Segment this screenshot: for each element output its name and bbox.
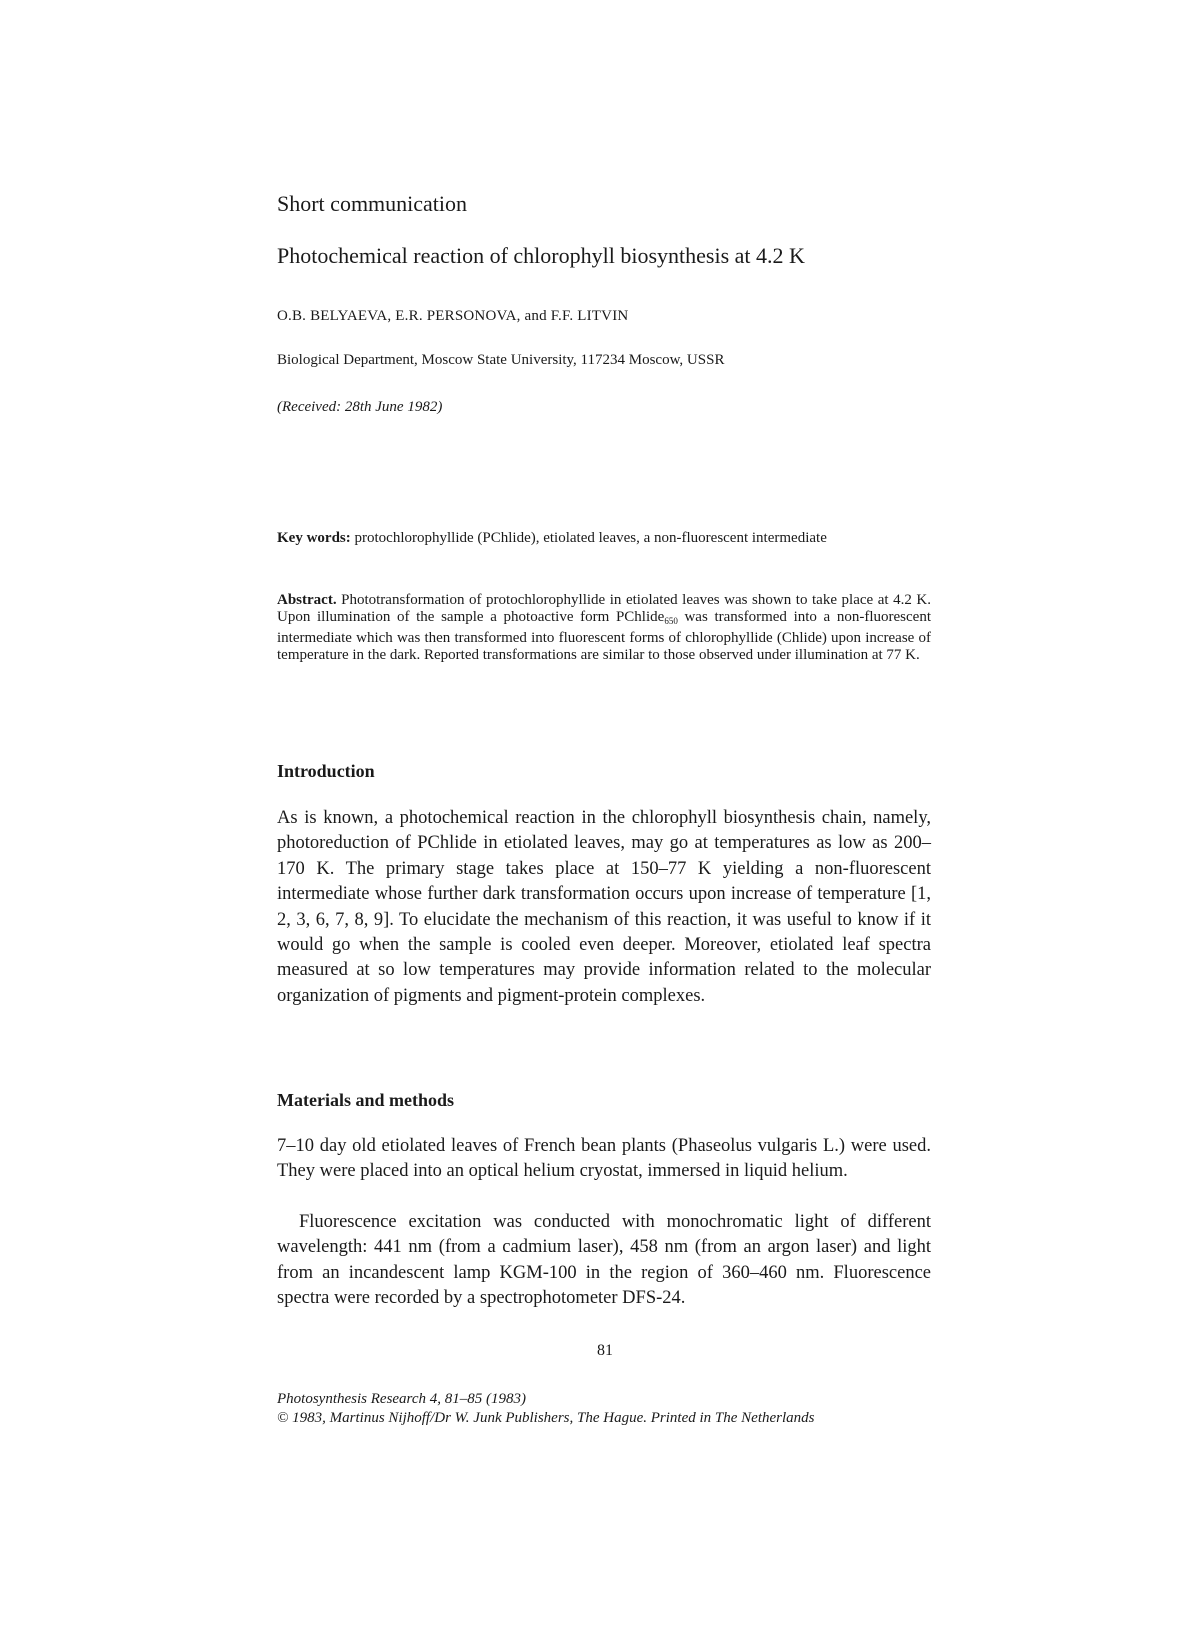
abstract-subscript: 650 bbox=[664, 616, 678, 626]
abstract-text-2: was transformed into a non-fluorescent intermediate which was then transformed into fluorescent forms of chlorophyllide (Chlide) upon increase of temperature in the dark. Reported transformations are similar to those observed under illumination at 77 K. bbox=[277, 609, 931, 663]
keywords bbox=[277, 530, 931, 547]
affiliation: Biological Department, Moscow State University, 117234 Moscow, USSR bbox=[277, 352, 725, 368]
abstract bbox=[277, 592, 931, 664]
page-number: 81 bbox=[597, 1342, 613, 1359]
copyright-line: © 1983, Martinus Nijhoff/Dr W. Junk Publishers, The Hague. Printed in The Netherlands bbox=[277, 1410, 815, 1426]
methods-paragraph-2: Fluorescence excitation was conducted with monochromatic light of different wavelength: 441 nm (from a cadmium laser), 458 nm (from an argon laser) and light from an incandescent lamp KGM-100 in the region of 360–460 nm. Fluorescence spectra were recorded by a spectrophotometer DFS-24. bbox=[277, 1212, 931, 1309]
abstract-text-1: Phototransformation of protochlorophyllide in etiolated leaves was shown to take place at 4.2 K. Upon illumination of the sample a photoactive form PChlide bbox=[277, 592, 931, 625]
authors: O.B. BELYAEVA, E.R. PERSONOVA, and F.F. LITVIN bbox=[277, 308, 629, 324]
paper-title: Photochemical reaction of chlorophyll biosynthesis at 4.2 K bbox=[277, 243, 805, 268]
abstract-label: Abstract. bbox=[277, 592, 337, 608]
journal-citation: Photosynthesis Research 4, 81–85 (1983) bbox=[277, 1391, 526, 1407]
introduction-paragraph: As is known, a photochemical reaction in the chlorophyll biosynthesis chain, namely, photoreduction of PChlide in etiolated leaves, may go at temperatures as low as 200–170 K. The primary stage takes place at 150–77 K yielding a non-fluorescent intermediate whose further dark transformation occurs upon increase of temperature [1, 2, 3, 6, 7, 8, 9]. To elucidate the mechanism of this reaction, it was useful to know if it would go when the sample is cooled even deeper. Moreover, etiolated leaf spectra measured at so low temperatures may provide information related to the molecular organization of pigments and pigment-protein complexes. bbox=[277, 808, 931, 1006]
section-label: Short communication bbox=[277, 191, 468, 216]
introduction-heading: Introduction bbox=[277, 761, 375, 781]
keywords-text: protochlorophyllide (PChlide), etiolated leaves, a non-fluorescent intermediate bbox=[350, 530, 827, 546]
methods-heading: Materials and methods bbox=[277, 1090, 454, 1110]
keywords-label: Key words: bbox=[277, 530, 351, 546]
received-date: (Received: 28th June 1982) bbox=[277, 399, 443, 415]
footer bbox=[277, 1390, 815, 1428]
methods-paragraph-1: 7–10 day old etiolated leaves of French bean plants (Phaseolus vulgaris L.) were used. They were placed into an optical helium cryostat, immersed in liquid helium. bbox=[277, 1136, 931, 1182]
